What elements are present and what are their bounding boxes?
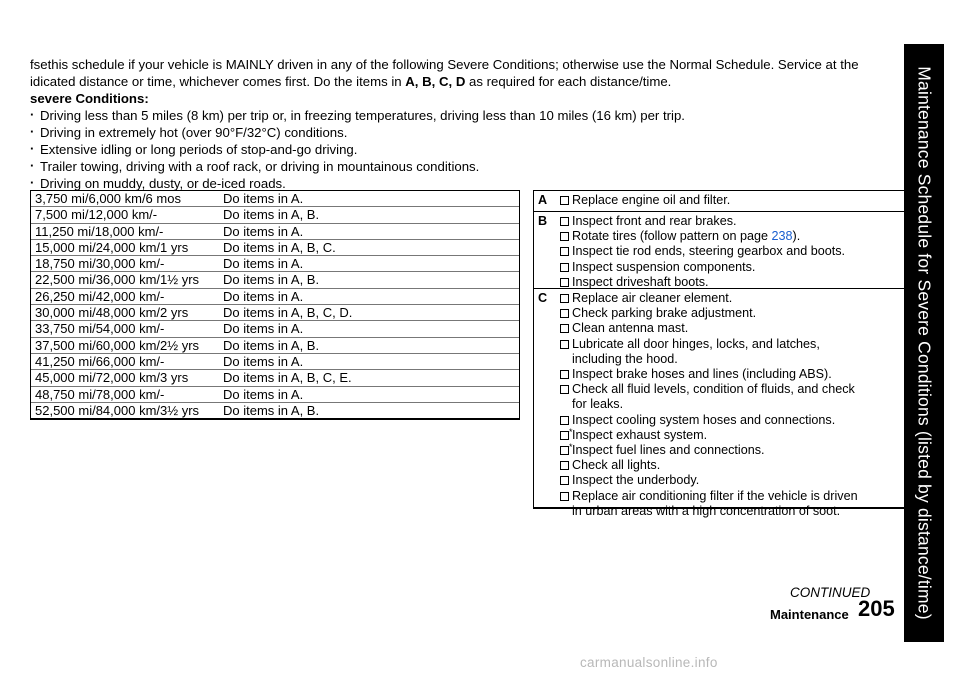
schedule-row	[31, 321, 519, 337]
schedule-row	[31, 256, 519, 272]
group-a	[534, 191, 922, 212]
schedule-row	[31, 403, 519, 418]
schedule-items: Do items in A.	[223, 288, 304, 304]
conditions-list	[30, 107, 890, 192]
schedule-distance: 37,500 mi/60,000 km/2½ yrs	[35, 337, 200, 353]
checklist-item-label: Replace air conditioning filter if the vehicle is driven	[572, 488, 858, 503]
footnote-star: *	[569, 426, 573, 437]
schedule-distance: 26,250 mi/42,000 km/-	[35, 288, 165, 304]
schedule-items: Do items in A.	[223, 321, 304, 337]
schedule-row	[31, 240, 519, 256]
schedule-items: Do items in A, B.	[223, 272, 320, 288]
schedule-row	[31, 224, 519, 240]
checklist-item-label: Check all fluid levels, condition of fluids, and check	[572, 382, 855, 397]
checklist-item-label: Inspect the underbody.	[572, 473, 700, 488]
checklist-item-label-end: ).	[792, 229, 801, 244]
schedule-items: Do items in A, B.	[223, 207, 320, 223]
schedule-row	[31, 289, 519, 305]
group-b	[534, 212, 922, 289]
schedule-table	[30, 190, 520, 420]
side-tab	[904, 44, 944, 642]
checkbox-icon	[560, 309, 569, 318]
checklist-item	[534, 473, 922, 488]
schedule-items: Do items in A, B.	[223, 337, 320, 353]
checkbox-icon	[560, 370, 569, 379]
page-number: 205	[858, 596, 895, 621]
checklist-item	[534, 413, 922, 428]
checklist-item	[534, 489, 922, 504]
checklist-item-label: Check all lights.	[572, 458, 661, 473]
checkbox-icon	[560, 385, 569, 394]
intro-line-2	[30, 73, 890, 90]
schedule-items: Do items in A.	[223, 223, 304, 239]
checklist-item-label: Check parking brake adjustment.	[572, 306, 757, 321]
group-letter: C	[538, 291, 548, 305]
continued-label: CONTINUED	[790, 585, 871, 600]
condition-item: · Driving on muddy, dusty, or de-iced roads.	[30, 175, 890, 192]
intro-line-2-pre: idicated distance or time, whichever comes first. Do the items in	[30, 74, 406, 89]
watermark: carmanualsonline.info	[580, 655, 718, 670]
schedule-distance: 7,500 mi/12,000 km/-	[35, 207, 158, 223]
schedule-row	[31, 207, 519, 223]
intro-line-2-post: as required for each distance/time.	[465, 74, 672, 89]
checklist-item	[534, 291, 922, 306]
checkbox-icon	[560, 416, 569, 425]
schedule-items: Do items in A, B.	[223, 402, 320, 418]
checklist-item-label: Inspect exhaust system.	[572, 427, 708, 442]
checkbox-icon	[560, 461, 569, 470]
checklist-item-label: Inspect cooling system hoses and connections.	[572, 412, 836, 427]
schedule-distance: 48,750 mi/78,000 km/-	[35, 386, 165, 402]
checklist-item	[534, 260, 922, 275]
intro-line-2-bold: A, B, C, D	[405, 74, 466, 89]
section-label: Maintenance	[770, 607, 849, 622]
schedule-distance: 3,750 mi/6,000 km/6 mos	[35, 191, 181, 206]
checkbox-icon	[560, 196, 569, 205]
schedule-items: Do items in A, B, C, E.	[223, 370, 352, 386]
schedule-items: Do items in A.	[223, 256, 304, 272]
checklist-item-label: Inspect driveshaft boots.	[572, 274, 709, 289]
schedule-distance: 11,250 mi/18,000 km/-	[35, 223, 164, 239]
checkbox-icon	[560, 294, 569, 303]
checklist-item-label: Inspect fuel lines and connections.	[572, 443, 765, 458]
intro-text	[30, 56, 890, 192]
checklist-item-label: in urban areas with a high concentration of soot.	[572, 503, 841, 518]
schedule-items: Do items in A, B, C.	[223, 239, 336, 255]
checklist-item	[534, 428, 922, 443]
maintenance-items-box	[533, 190, 923, 518]
group-c	[534, 289, 922, 519]
checkbox-icon	[560, 340, 569, 349]
schedule-row	[31, 370, 519, 386]
condition-item: · Extensive idling or long periods of stop-and-go driving.	[30, 141, 890, 158]
checklist-item	[534, 306, 922, 321]
schedule-row	[31, 338, 519, 354]
schedule-items: Do items in A.	[223, 386, 304, 402]
page-reference-link[interactable]: 238	[771, 229, 793, 244]
checklist-item	[534, 193, 922, 208]
schedule-distance: 22,500 mi/36,000 km/1½ yrs	[35, 272, 200, 288]
schedule-row	[31, 191, 519, 207]
checklist-item-label: including the hood.	[572, 351, 678, 366]
group-letter: B	[538, 214, 548, 228]
checkbox-icon	[560, 492, 569, 501]
schedule-items: Do items in A.	[223, 191, 304, 206]
schedule-distance: 18,750 mi/30,000 km/-	[35, 256, 165, 272]
condition-item: · Trailer towing, driving with a roof rack, or driving in mountainous conditions.	[30, 158, 890, 175]
schedule-distance: 41,250 mi/66,000 km/-	[35, 353, 165, 369]
checkbox-icon	[560, 476, 569, 485]
checklist-item-label: Inspect front and rear brakes.	[572, 214, 737, 228]
condition-item: · Driving in extremely hot (over 90°F/32°C) conditions.	[30, 124, 890, 141]
checklist-item-label: Replace engine oil and filter.	[572, 193, 731, 207]
checklist-item-label: for leaks.	[572, 397, 624, 412]
checklist-item	[534, 337, 922, 352]
checklist-item-continuation	[534, 352, 922, 367]
conditions-heading: severe Conditions:	[30, 91, 149, 106]
schedule-row	[31, 387, 519, 403]
schedule-distance: 33,750 mi/54,000 km/-	[35, 321, 165, 337]
checkbox-icon	[560, 446, 569, 455]
checklist-item	[534, 244, 922, 259]
checklist-item-label: Replace air cleaner element.	[572, 291, 733, 305]
schedule-distance: 52,500 mi/84,000 km/3½ yrs	[35, 402, 200, 418]
intro-line-1: fsethis schedule if your vehicle is MAINLY driven in any of the following Severe Conditions; otherwise use the Normal Schedule. Service at the	[30, 57, 859, 72]
schedule-row	[31, 354, 519, 370]
checklist-item	[534, 443, 922, 458]
checkbox-icon	[560, 217, 569, 226]
condition-item: · Driving less than 5 miles (8 km) per trip or, in freezing temperatures, driving less than 10 miles (16 km) per trip.	[30, 107, 890, 124]
schedule-distance: 15,000 mi/24,000 km/1 yrs	[35, 239, 189, 255]
checklist-item	[534, 275, 922, 290]
checklist-item-label: Clean antenna mast.	[572, 321, 689, 336]
checklist-item	[534, 214, 922, 229]
checkbox-icon	[560, 247, 569, 256]
checklist-item	[534, 229, 922, 244]
checkbox-icon	[560, 232, 569, 241]
schedule-distance: 45,000 mi/72,000 km/3 yrs	[35, 370, 189, 386]
checkbox-icon	[560, 263, 569, 272]
side-tab-title: Maintenance Schedule for Severe Conditions (listed by distance/time)	[914, 66, 935, 620]
footnote-star: *	[569, 442, 573, 453]
checkbox-icon	[560, 324, 569, 333]
checklist-item	[534, 367, 922, 382]
schedule-row	[31, 305, 519, 321]
schedule-items: Do items in A, B, C, D.	[223, 305, 353, 321]
checkbox-icon	[560, 278, 569, 287]
schedule-items: Do items in A.	[223, 353, 304, 369]
checkbox-icon	[560, 431, 569, 440]
checklist-item-continuation	[534, 397, 922, 412]
checklist-item-label: Inspect tie rod ends, steering gearbox and boots.	[572, 244, 846, 259]
checklist-item-label: Rotate tires (follow pattern on page	[572, 229, 772, 244]
checklist-item	[534, 382, 922, 397]
checklist-item	[534, 321, 922, 336]
checklist-item	[534, 458, 922, 473]
checklist-item-label: Inspect suspension components.	[572, 259, 756, 274]
checklist-item-label: Lubricate all door hinges, locks, and latches,	[572, 336, 820, 351]
group-letter: A	[538, 193, 548, 207]
schedule-distance: 30,000 mi/48,000 km/2 yrs	[35, 305, 189, 321]
checklist-item-continuation	[534, 504, 922, 519]
schedule-row	[31, 272, 519, 288]
checklist-item-label: Inspect brake hoses and lines (including ABS).	[572, 367, 832, 382]
